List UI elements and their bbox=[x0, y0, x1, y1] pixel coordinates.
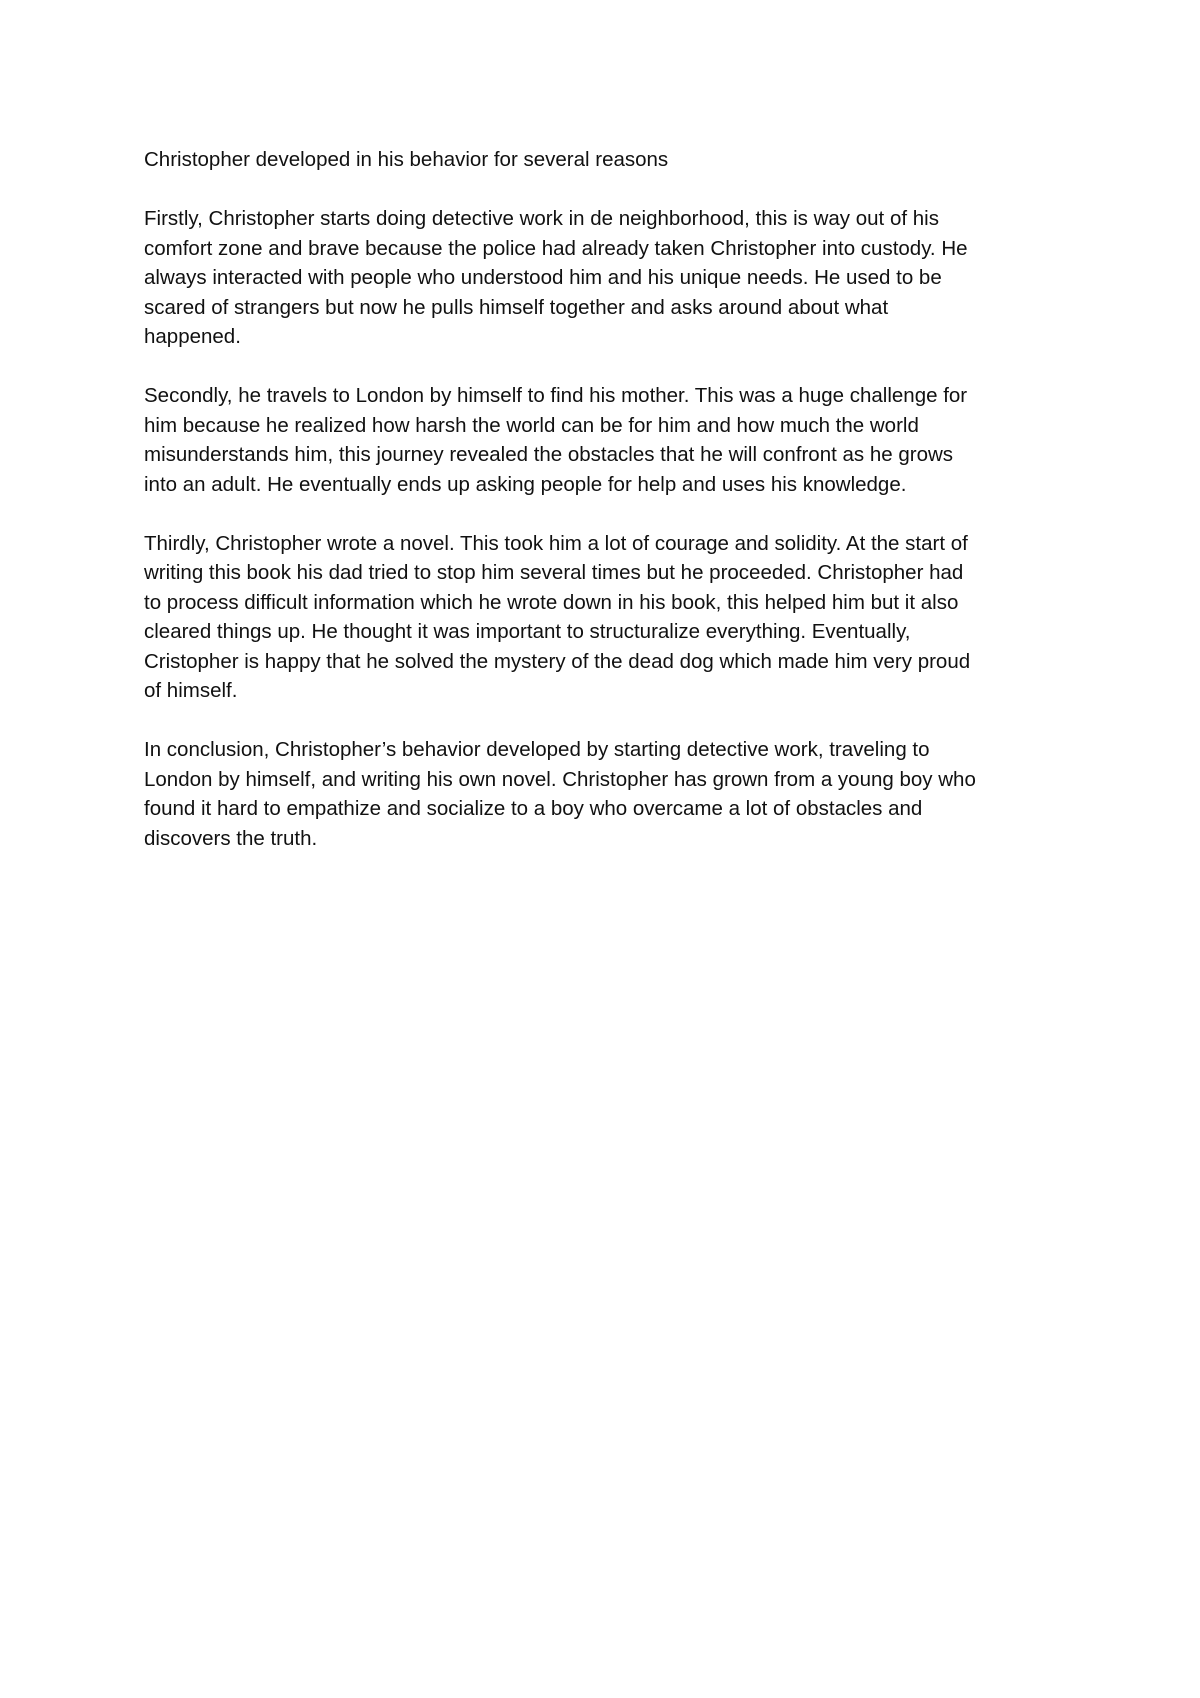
paragraph-line: Secondly, he travels to London by himself to find his mother. This was a huge challenge for bbox=[144, 384, 968, 407]
paragraph-line: Cristopher is happy that he solved the mystery of the dead dog which made him very proud bbox=[144, 649, 971, 673]
document-title: Christopher developed in his behavior for several reasons bbox=[144, 148, 669, 171]
paragraph-line: cleared things up. He thought it was important to structuralize everything. Eventually, bbox=[144, 620, 911, 643]
paragraph-line: him because he realized how harsh the world can be for him and how much the world bbox=[144, 413, 919, 437]
paragraph-line: comfort zone and brave because the police had already taken Christopher into custody. He bbox=[144, 236, 968, 260]
paragraph-conclusion bbox=[144, 735, 1064, 853]
paragraph-line: always interacted with people who understood him and his unique needs. He used to be bbox=[144, 266, 942, 289]
paragraph-line: of himself. bbox=[144, 679, 238, 702]
paragraph-line: misunderstands him, this journey revealed the obstacles that he will confront as he grows bbox=[144, 443, 954, 466]
paragraph-line: In conclusion, Christopher’s behavior developed by starting detective work, traveling to bbox=[144, 738, 930, 761]
paragraph-line: London by himself, and writing his own novel. Christopher has grown from a young boy who bbox=[144, 767, 976, 791]
paragraph-line: scared of strangers but now he pulls himself together and asks around about what bbox=[144, 295, 889, 319]
paragraph-line: found it hard to empathize and socialize to a boy who overcame a lot of obstacles and bbox=[144, 797, 923, 820]
paragraph-firstly bbox=[144, 204, 1064, 352]
paragraph-line: Firstly, Christopher starts doing detective work in de neighborhood, this is way out of his bbox=[144, 207, 939, 230]
paragraph-secondly bbox=[144, 381, 1064, 499]
paragraph-thirdly bbox=[144, 529, 1064, 706]
paragraph-line: into an adult. He eventually ends up asking people for help and uses his knowledge. bbox=[144, 472, 907, 496]
paragraph-line: to process difficult information which he wrote down in his book, this helped him but it also bbox=[144, 590, 959, 614]
paragraph-line: writing this book his dad tried to stop him several times but he proceeded. Christopher had bbox=[144, 561, 964, 584]
document-body bbox=[144, 145, 1064, 883]
paragraph-line: Thirdly, Christopher wrote a novel. This took him a lot of courage and solidity. At the start of bbox=[144, 531, 968, 555]
paragraph-line: discovers the truth. bbox=[144, 826, 318, 850]
paragraph-line: happened. bbox=[144, 325, 241, 348]
